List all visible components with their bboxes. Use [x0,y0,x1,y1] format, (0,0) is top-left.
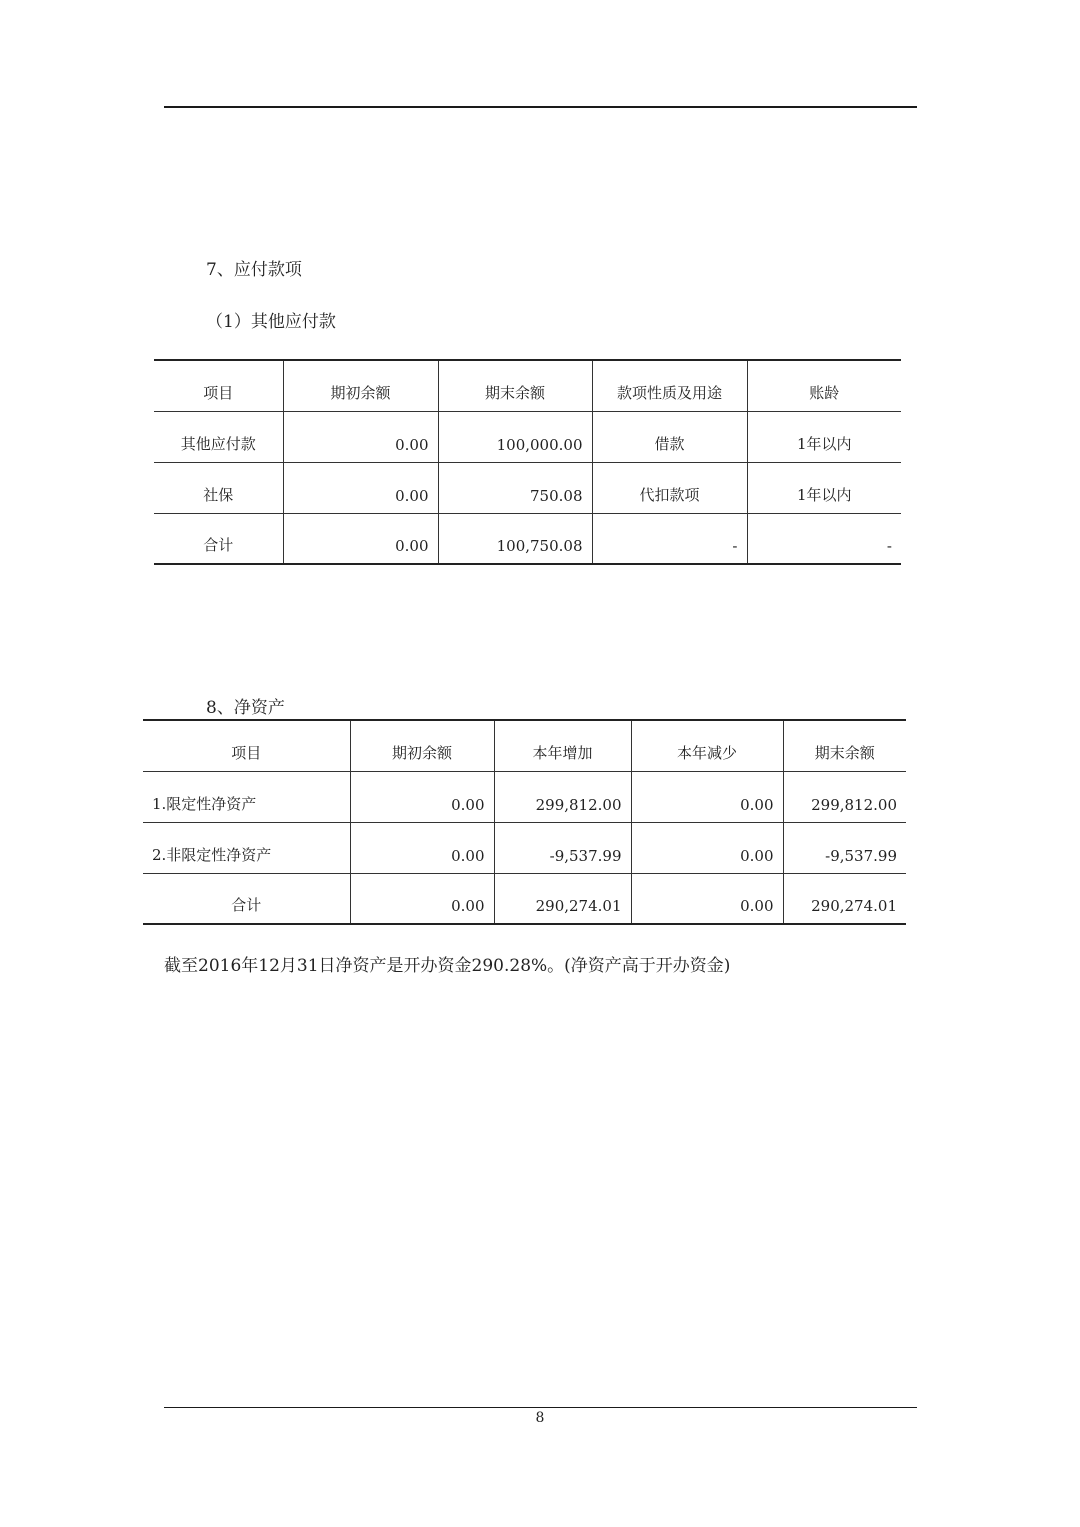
table-row [154,411,901,462]
cell-item: 其他应付款 [154,411,283,462]
section-8-title: 8、净资产 [206,698,285,718]
table-total-row [143,873,906,924]
table-row [154,462,901,513]
table-total-row [154,513,901,564]
other-payables-table [154,359,901,565]
cell-age: 1年以内 [747,462,901,513]
table-header-row [143,720,906,771]
header-increase: 本年增加 [494,720,631,771]
cell-increase: 299,812.00 [494,771,631,822]
page-number: 8 [535,1410,545,1426]
cell-end: 750.08 [438,462,592,513]
cell-item: 合计 [154,513,283,564]
header-end-balance: 期末余额 [438,360,592,411]
cell-item: 1.限定性净资产 [143,771,350,822]
cell-end: 299,812.00 [783,771,906,822]
table-row [143,771,906,822]
header-age: 账龄 [747,360,901,411]
cell-increase: 290,274.01 [494,873,631,924]
cell-increase: -9,537.99 [494,822,631,873]
cell-nature: - [592,513,747,564]
cell-decrease: 0.00 [631,873,783,924]
header-decrease: 本年减少 [631,720,783,771]
cell-nature: 代扣款项 [592,462,747,513]
cell-end: 290,274.01 [783,873,906,924]
cell-begin: 0.00 [350,873,494,924]
header-item: 项目 [143,720,350,771]
cell-begin: 0.00 [350,822,494,873]
cell-item: 合计 [143,873,350,924]
cell-decrease: 0.00 [631,771,783,822]
footer-rule [164,1407,917,1408]
header-nature: 款项性质及用途 [592,360,747,411]
header-begin-balance: 期初余额 [283,360,438,411]
cell-begin: 0.00 [350,771,494,822]
net-assets-table [143,719,906,925]
table-header-row [154,360,901,411]
cell-age: - [747,513,901,564]
header-item: 项目 [154,360,283,411]
cell-age: 1年以内 [747,411,901,462]
cell-end: 100,750.08 [438,513,592,564]
header-begin-balance: 期初余额 [350,720,494,771]
net-assets-note: 截至2016年12月31日净资产是开办资金290.28%。(净资产高于开办资金) [164,956,731,976]
cell-end: 100,000.00 [438,411,592,462]
cell-nature: 借款 [592,411,747,462]
cell-begin: 0.00 [283,513,438,564]
cell-item: 社保 [154,462,283,513]
cell-begin: 0.00 [283,411,438,462]
header-rule [164,106,917,108]
table-row [143,822,906,873]
cell-decrease: 0.00 [631,822,783,873]
cell-item: 2.非限定性净资产 [143,822,350,873]
section-7-subtitle: （1）其他应付款 [206,312,336,332]
header-end-balance: 期末余额 [783,720,906,771]
cell-begin: 0.00 [283,462,438,513]
cell-end: -9,537.99 [783,822,906,873]
section-7-title: 7、应付款项 [206,260,302,280]
